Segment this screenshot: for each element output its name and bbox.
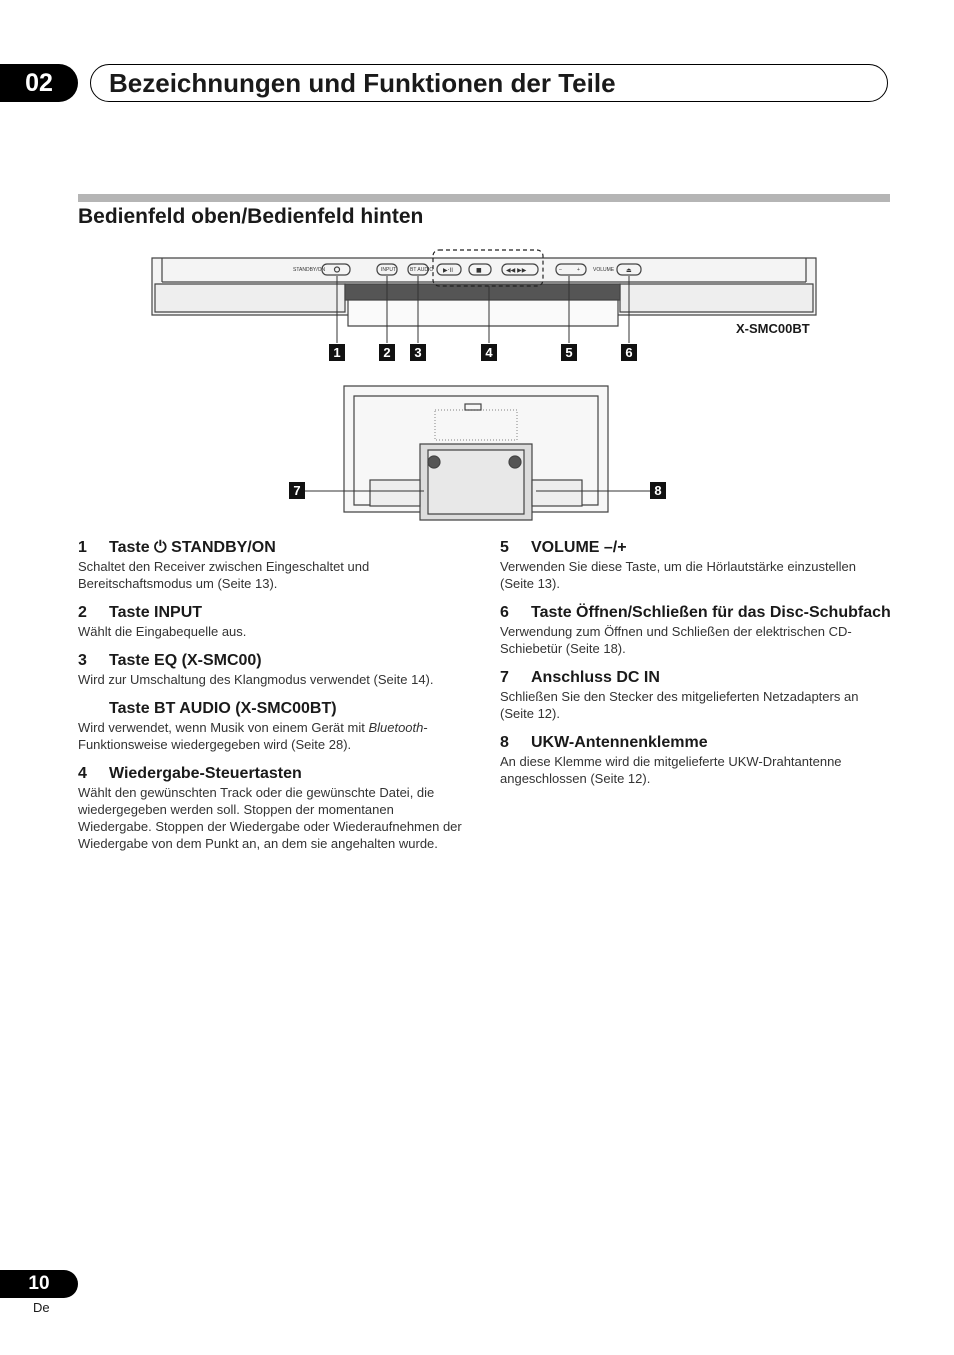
item-number: 8 <box>500 734 509 751</box>
callout-8: 8 <box>650 482 666 499</box>
item-heading <box>500 733 892 753</box>
item-number: 2 <box>78 604 87 621</box>
stop-icon: ■ <box>476 267 482 274</box>
device-illustration <box>0 0 954 540</box>
item-number: 3 <box>78 652 87 669</box>
callout-3: 3 <box>410 344 426 361</box>
callout-6: 6 <box>621 344 637 361</box>
item-title: Taste EQ (X-SMC00) <box>109 652 262 669</box>
item-text: Wählt die Eingabequelle aus. <box>78 624 247 639</box>
item-text: Verwendung zum Öffnen und Schließen der elektrischen CD-Schiebetür (Seite 18). <box>500 624 852 656</box>
callout-2: 2 <box>379 344 395 361</box>
item-title: Taste Öffnen/Schließen für das Disc-Schubfach <box>531 604 891 621</box>
eject-icon: ⏏ <box>626 267 632 274</box>
item-text: Wählt den gewünschten Track oder die gewünschte Datei, die wiedergegeben werden soll. Stoppen der momentanen Wiedergabe. Stoppen der Wiedergabe oder Wiederaufnehmen der Wiedergabe von dem Punkt an, an dem sie angehalten wurde. <box>78 785 462 851</box>
top-panel-drawing <box>152 250 816 343</box>
item-text: Verwenden Sie diese Taste, um die Hörlautstärke einzustellen (Seite 13). <box>500 559 857 591</box>
item-title: VOLUME –/+ <box>531 539 627 556</box>
item-text: Schaltet den Receiver zwischen Eingeschaltet und Bereitschaftsmodus um (Seite 13). <box>78 559 370 591</box>
item-6 <box>500 603 892 657</box>
callout-1: 1 <box>329 344 345 361</box>
description-column-right <box>500 538 892 798</box>
item-text-part: -Funktionsweise wiedergegeben wird (Seite 28). <box>78 720 428 752</box>
item-heading <box>78 538 470 558</box>
chapter-title-text: Bezeichnungen und Funktionen der Teile <box>109 67 616 98</box>
item-text: Wird zur Umschaltung des Klangmodus verwendet (Seite 14). <box>78 672 434 687</box>
language-code: De <box>33 1300 50 1315</box>
item-5 <box>500 538 892 592</box>
item-text: Schließen Sie den Stecker des mitgelieferten Netzadapters an (Seite 12). <box>500 689 859 721</box>
item-text-emphasis: Bluetooth <box>368 720 424 735</box>
item-number: 7 <box>500 669 509 686</box>
item-heading <box>78 603 470 623</box>
panel-btaudio-label: BT AUDIO <box>410 267 434 273</box>
item-heading <box>78 764 470 784</box>
item-heading <box>500 538 892 558</box>
item-text-part: Wird verwendet, wenn Musik von einem Gerät mit <box>78 720 369 735</box>
item-number: 4 <box>78 765 87 782</box>
skip-icon: ◀◀ ▶▶ <box>506 267 527 274</box>
item-heading <box>78 699 470 719</box>
panel-standby-label: STANDBY/ON <box>293 267 326 273</box>
item-7 <box>500 668 892 722</box>
item-title: Wiedergabe-Steuertasten <box>109 765 302 782</box>
item-heading <box>78 651 470 671</box>
page-number: 10 <box>0 1270 78 1298</box>
panel-minus-label: – <box>559 267 562 273</box>
model-label: X-SMC00BT <box>736 321 810 336</box>
item-number: 5 <box>500 539 509 556</box>
item-text <box>78 719 470 753</box>
item-number: 1 <box>78 539 87 556</box>
chapter-number: 02 <box>0 64 78 102</box>
item-3 <box>78 651 470 688</box>
item-2 <box>78 603 470 640</box>
item-title: UKW-Antennenklemme <box>531 734 708 751</box>
panel-input-label: INPUT <box>381 267 396 273</box>
item-8 <box>500 733 892 787</box>
callout-5: 5 <box>561 344 577 361</box>
item-1 <box>78 538 470 592</box>
description-column-left <box>78 538 470 863</box>
callout-7: 7 <box>289 482 305 499</box>
section-title: Bedienfeld oben/Bedienfeld hinten <box>78 205 424 228</box>
play-pause-icon: ▶·II <box>443 267 454 274</box>
item-heading <box>500 603 892 623</box>
item-title: Taste INPUT <box>109 604 203 621</box>
panel-volume-label: VOLUME <box>593 267 615 273</box>
item-title: Anschluss DC IN <box>531 669 660 686</box>
callout-4: 4 <box>481 344 497 361</box>
panel-plus-label: + <box>577 267 580 273</box>
rear-panel-drawing <box>305 386 650 520</box>
item-4 <box>78 764 470 852</box>
item-text: An diese Klemme wird die mitgelieferte UKW-Drahtantenne angeschlossen (Seite 12). <box>500 754 842 786</box>
item-title: Taste BT AUDIO (X-SMC00BT) <box>109 700 337 717</box>
item-3-bt <box>78 699 470 753</box>
item-heading <box>500 668 892 688</box>
item-number: 6 <box>500 604 509 621</box>
item-title: Taste ⏻ STANDBY/ON <box>109 539 276 556</box>
